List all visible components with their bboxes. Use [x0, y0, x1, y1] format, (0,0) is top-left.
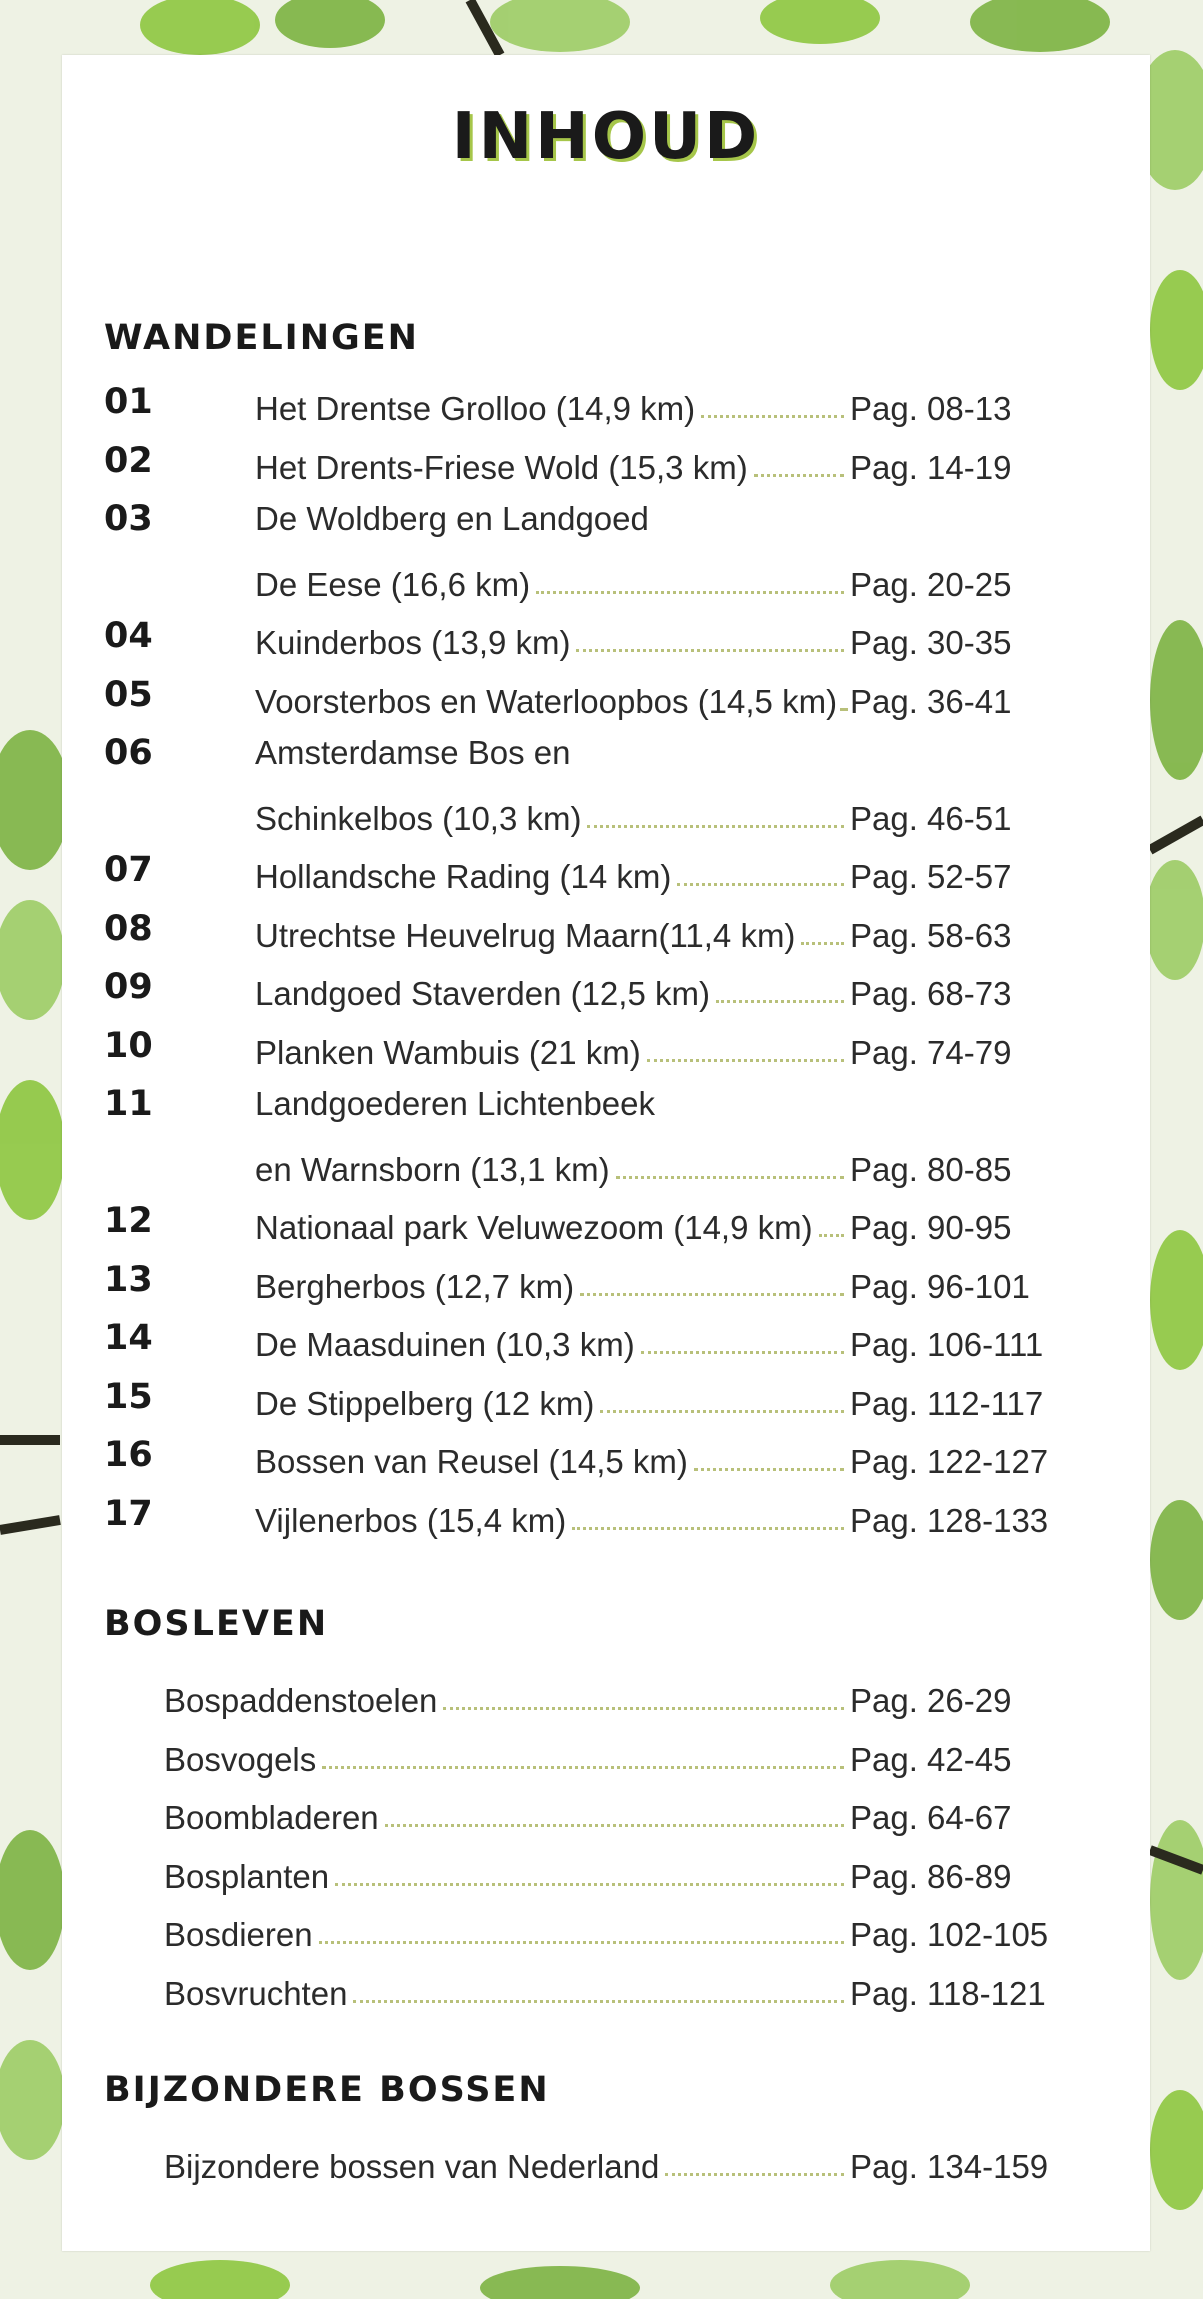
walk-title: Nationaal park Veluwezoom (14,9 km): [255, 1209, 813, 1246]
toc-entry: [255, 429, 1030, 487]
toc-entry: [255, 1482, 1049, 1540]
toc-entry: [164, 1721, 1030, 1779]
dot-leader: [580, 1293, 844, 1296]
dot-leader: [385, 1824, 844, 1827]
walk-number: 04: [104, 616, 153, 656]
page-ref: Pag. 20-25: [850, 565, 1012, 603]
walk-title: De Stippelberg (12 km): [255, 1384, 595, 1422]
walk-title: Vijlenerbos (15,4 km): [255, 1501, 567, 1539]
section-heading-wandelingen: WANDELINGEN: [104, 318, 419, 358]
walk-title: Het Drentse Grolloo (14,9 km): [255, 390, 696, 427]
walk-number: 16: [104, 1435, 153, 1475]
walk-number: 01: [104, 382, 153, 422]
page-ref: Pag. 64-67: [850, 1799, 1012, 1836]
walk-title: Landgoed Staverden (12,5 km): [255, 975, 710, 1012]
walk-number: 13: [104, 1259, 153, 1300]
page-ref: Pag. 26-29: [850, 1682, 1012, 1719]
walk-title-line: Amsterdamse Bos en: [255, 734, 571, 771]
page-ref: Pag. 42-45: [850, 1740, 1012, 1778]
page-ref: Pag. 90-95: [850, 1209, 1012, 1246]
toc-entry: [255, 1014, 1030, 1072]
walk-number: 11: [104, 1084, 153, 1124]
walk-number: 08: [104, 908, 153, 949]
page-ref: Pag. 08-13: [850, 390, 1012, 427]
walk-title: Bossen van Reusel (14,5 km): [255, 1443, 688, 1480]
toc-entry: [255, 780, 1030, 838]
topic-title: Bosplanten: [164, 1857, 330, 1895]
topic-title: Bosvogels: [164, 1740, 317, 1778]
dot-leader: [754, 474, 844, 477]
page-ref: Pag. 128-133: [850, 1501, 1049, 1539]
walk-number: 10: [104, 1025, 153, 1066]
toc-entry: [164, 1955, 1046, 2013]
dot-leader: [647, 1059, 844, 1062]
walk-number: 02: [104, 440, 153, 481]
page-ref: Pag. 68-73: [850, 975, 1012, 1012]
walk-number: 06: [104, 733, 153, 773]
toc-entry: [255, 1248, 1030, 1306]
page-ref: Pag. 122-127: [850, 1443, 1049, 1480]
dot-leader: [701, 415, 844, 418]
dot-leader: [616, 1176, 844, 1179]
dot-leader: [322, 1766, 844, 1769]
page-ref: Pag. 102-105: [850, 1916, 1049, 1953]
dot-leader: [694, 1468, 844, 1471]
walk-number: 14: [104, 1318, 153, 1358]
dot-leader: [716, 1000, 844, 1003]
page-ref: Pag. 36-41: [850, 682, 1012, 720]
page-ref: Pag. 58-63: [850, 916, 1012, 954]
dot-leader: [335, 1883, 844, 1886]
page-ref: Pag. 106-111: [850, 1326, 1044, 1363]
toc-entry: [255, 546, 1030, 604]
walk-title: Utrechtse Heuvelrug Maarn(11,4 km): [255, 916, 796, 954]
walk-number: 17: [104, 1493, 153, 1534]
dot-leader: [665, 2173, 844, 2176]
toc-entry: [255, 1423, 1049, 1481]
toc-entry: [255, 370, 1030, 428]
page-ref: Pag. 46-51: [850, 799, 1012, 837]
dot-leader: [353, 2000, 844, 2003]
walk-title: Planken Wambuis (21 km): [255, 1033, 641, 1071]
topic-title: Boombladeren: [164, 1799, 379, 1836]
toc-entry: [255, 1365, 1044, 1423]
toc-entry: [164, 2128, 1049, 2186]
page-ref: Pag. 14-19: [850, 448, 1012, 486]
toc-entry: [164, 1662, 1030, 1720]
toc-entry: [164, 1779, 1030, 1837]
walk-title: Bergherbos (12,7 km): [255, 1267, 575, 1305]
walk-title: Kuinderbos (13,9 km): [255, 624, 571, 661]
page-ref: Pag. 112-117: [850, 1384, 1044, 1422]
dot-leader: [443, 1707, 844, 1710]
walk-number: 07: [104, 850, 153, 890]
topic-title: Bosdieren: [164, 1916, 313, 1953]
dot-leader: [587, 825, 844, 828]
page-ref: Pag. 52-57: [850, 858, 1012, 895]
toc-entry: [255, 897, 1030, 955]
walk-number: 05: [104, 674, 153, 715]
page-ref: Pag. 30-35: [850, 624, 1012, 661]
toc-entry: [255, 1306, 1044, 1364]
walk-number: 15: [104, 1376, 153, 1417]
dot-leader: [576, 649, 844, 652]
walk-title: Het Drents-Friese Wold (15,3 km): [255, 448, 748, 486]
page-ref: Pag. 118-121: [850, 1974, 1046, 2012]
toc-entry: [255, 604, 1030, 662]
toc-entry: [255, 1131, 1030, 1189]
toc-entry: [255, 838, 1030, 896]
page-ref: Pag. 74-79: [850, 1033, 1012, 1071]
page-ref: Pag. 96-101: [850, 1267, 1030, 1305]
section-heading-bijzondere-bossen: BIJZONDERE BOSSEN: [104, 2070, 550, 2110]
dot-leader: [600, 1410, 844, 1413]
section-heading-bosleven: BOSLEVEN: [104, 1604, 329, 1644]
toc-entry: [255, 955, 1030, 1013]
walk-title: Schinkelbos (10,3 km): [255, 799, 582, 837]
walk-title: Hollandsche Rading (14 km): [255, 858, 672, 895]
walk-title: Voorsterbos en Waterloopbos (14,5 km): [255, 682, 838, 720]
toc-entry: [164, 1896, 1049, 1954]
dot-leader: [641, 1351, 844, 1354]
walk-title-line: De Woldberg en Landgoed: [255, 500, 649, 537]
topic-title: Bospaddenstoelen: [164, 1682, 438, 1719]
walk-number: 12: [104, 1201, 153, 1241]
toc-entry: [164, 1838, 1030, 1896]
dot-leader: [572, 1527, 844, 1530]
walk-title: en Warnsborn (13,1 km): [255, 1150, 610, 1188]
topic-title: Bijzondere bossen van Nederland: [164, 2148, 660, 2185]
walk-number: 09: [104, 967, 153, 1007]
dot-leader: [536, 591, 844, 594]
toc-entry: [255, 1189, 1030, 1247]
page-ref: Pag. 80-85: [850, 1150, 1012, 1188]
walk-title-line: Landgoederen Lichtenbeek: [255, 1085, 656, 1122]
walk-number: 03: [104, 499, 153, 539]
walk-title: De Eese (16,6 km): [255, 565, 531, 603]
dot-leader: [843, 708, 844, 711]
toc-entry: [255, 663, 1030, 721]
page-ref: Pag. 86-89: [850, 1857, 1012, 1895]
dot-leader: [819, 1234, 844, 1237]
dot-leader: [319, 1941, 844, 1944]
topic-title: Bosvruchten: [164, 1974, 348, 2012]
page-ref: Pag. 134-159: [850, 2148, 1049, 2185]
dot-leader: [677, 883, 844, 886]
walk-title: De Maasduinen (10,3 km): [255, 1326, 635, 1363]
dot-leader: [801, 942, 844, 945]
page-title: INHOUD: [451, 100, 761, 174]
